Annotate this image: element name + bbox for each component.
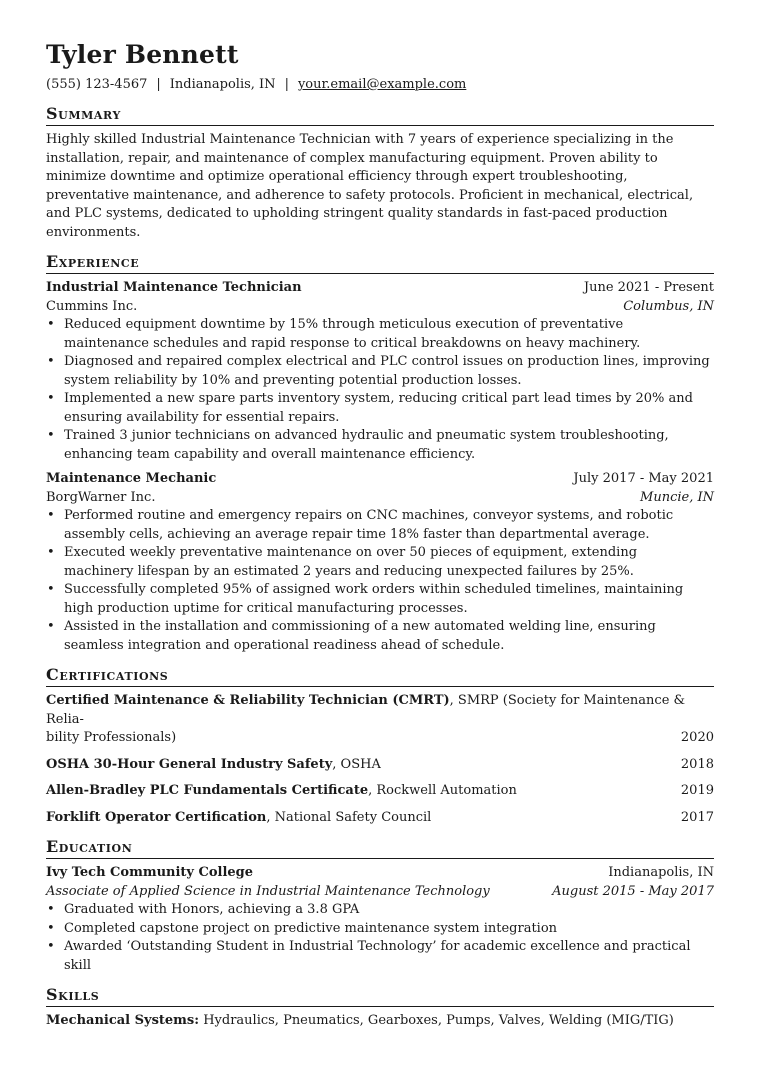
certification-year: 2020 <box>680 730 714 745</box>
job-location: Columbus, IN <box>623 298 714 314</box>
education-bullets <box>46 901 714 975</box>
job-entry <box>46 279 714 464</box>
education-dates: August 2015 - May 2017 <box>552 883 714 899</box>
contact-line <box>46 76 714 94</box>
list-item: • Executed weekly preventative maintenance on over 50 pieces of equipment, extending machinery lifespan by an estimated 2 years and reducing unexpected failures by 25%. <box>64 544 714 581</box>
certification-issuer-cont: bility Professionals) <box>46 730 177 745</box>
list-item: • Performed routine and emergency repairs on CNC machines, conveyor systems, and robotic assembly cells, achieving an average repair time 18% faster than departmental average. <box>64 507 714 544</box>
certification-entry <box>46 692 714 748</box>
certification-year: 2018 <box>680 756 714 772</box>
list-item: • Graduated with Honors, achieving a 3.8 GPA <box>64 901 714 920</box>
list-item: • Successfully completed 95% of assigned work orders within scheduled timelines, maintaining high production uptime for critical manufacturing processes. <box>64 581 714 618</box>
certification-issuer: , SMRP (Society for Maintenance & Relia- <box>46 693 686 727</box>
section-title-skills: Skills <box>46 985 714 1007</box>
job-role: Maintenance Mechanic <box>46 471 217 486</box>
job-location: Muncie, IN <box>640 489 714 505</box>
job-dates: June 2021 - Present <box>583 280 714 295</box>
skills-line <box>46 1012 714 1031</box>
summary-text: Highly skilled Industrial Maintenance Technician with 7 years of experience specializing in the installation, repair, and maintenance of complex manufacturing equipment. Proven ability to minimize downtime and optimize operational efficiency through expert troubleshooting, preventative maintenance, and adherence to safety protocols. Proficient in mechanical, electrical, and PLC systems, dedicated to upholding stringent quality standards in fast-paced production environments. <box>46 132 694 240</box>
certification-issuer: , National Safety Council <box>266 809 432 825</box>
certification-name: Certified Maintenance & Reliability Technician (CMRT) <box>46 693 450 708</box>
list-item: • Diagnosed and repaired complex electrical and PLC control issues on production lines, improving system reliability by 10% and preventing potential production losses. <box>64 353 714 390</box>
job-role: Industrial Maintenance Technician <box>46 280 302 295</box>
job-company: BorgWarner Inc. <box>46 489 156 505</box>
list-item: • Completed capstone project on predictive maintenance system integration <box>64 920 714 939</box>
section-title-experience: Experience <box>46 252 714 274</box>
list-item: • Assisted in the installation and commissioning of a new automated welding line, ensuring seamless integration and operational readiness ahead of schedule. <box>64 618 714 655</box>
skills-list: Hydraulics, Pneumatics, Gearboxes, Pumps, Valves, Welding (MIG/TIG) <box>199 1013 674 1028</box>
certification-issuer: , Rockwell Automation <box>368 783 517 798</box>
certification-entry <box>46 782 714 801</box>
certification-name: Allen-Bradley PLC Fundamentals Certificate <box>46 783 369 798</box>
job-entry <box>46 470 714 655</box>
school-name: Ivy Tech Community College <box>46 865 254 880</box>
list-item: • Awarded ‘Outstanding Student in Industrial Technology’ for academic excellence and practical skill <box>64 938 714 975</box>
job-dates: July 2017 - May 2021 <box>573 471 714 486</box>
email-link[interactable]: your.email@example.com <box>297 77 467 92</box>
list-item: • Implemented a new spare parts inventory system, reducing critical part lead times by 20% and ensuring availability for essential repairs. <box>64 390 714 427</box>
section-title-certifications: Certifications <box>46 665 714 687</box>
certification-name: Forklift Operator Certification <box>46 809 267 825</box>
certification-year: 2017 <box>680 809 714 825</box>
degree-name: Associate of Applied Science in Industrial Maintenance Technology <box>46 883 490 899</box>
list-item: • Reduced equipment downtime by 15% through meticulous execution of preventative maintenance schedules and rapid response to critical breakdowns on heavy machinery. <box>64 316 714 353</box>
contact-separator: | <box>284 77 289 92</box>
certification-entry <box>46 809 714 828</box>
skills-category: Mechanical Systems: <box>46 1013 200 1028</box>
certification-year: 2019 <box>680 783 714 798</box>
location: Indianapolis, IN <box>169 77 276 92</box>
phone-number: (555) 123-4567 <box>46 77 148 92</box>
contact-separator: | <box>156 77 161 92</box>
job-bullets <box>46 316 714 464</box>
certification-name: OSHA 30-Hour General Industry Safety <box>46 756 333 772</box>
section-title-education: Education <box>46 837 714 859</box>
job-company: Cummins Inc. <box>46 298 138 314</box>
candidate-name: Tyler Bennett <box>46 40 239 69</box>
list-item: • Trained 3 junior technicians on advanced hydraulic and pneumatic system troubleshooting, enhancing team capability and overall maintenance efficiency. <box>64 427 714 464</box>
school-location: Indianapolis, IN <box>608 865 714 880</box>
certification-issuer: , OSHA <box>332 756 381 772</box>
job-bullets <box>46 507 714 655</box>
section-title-summary: Summary <box>46 104 714 126</box>
certification-entry <box>46 756 714 775</box>
